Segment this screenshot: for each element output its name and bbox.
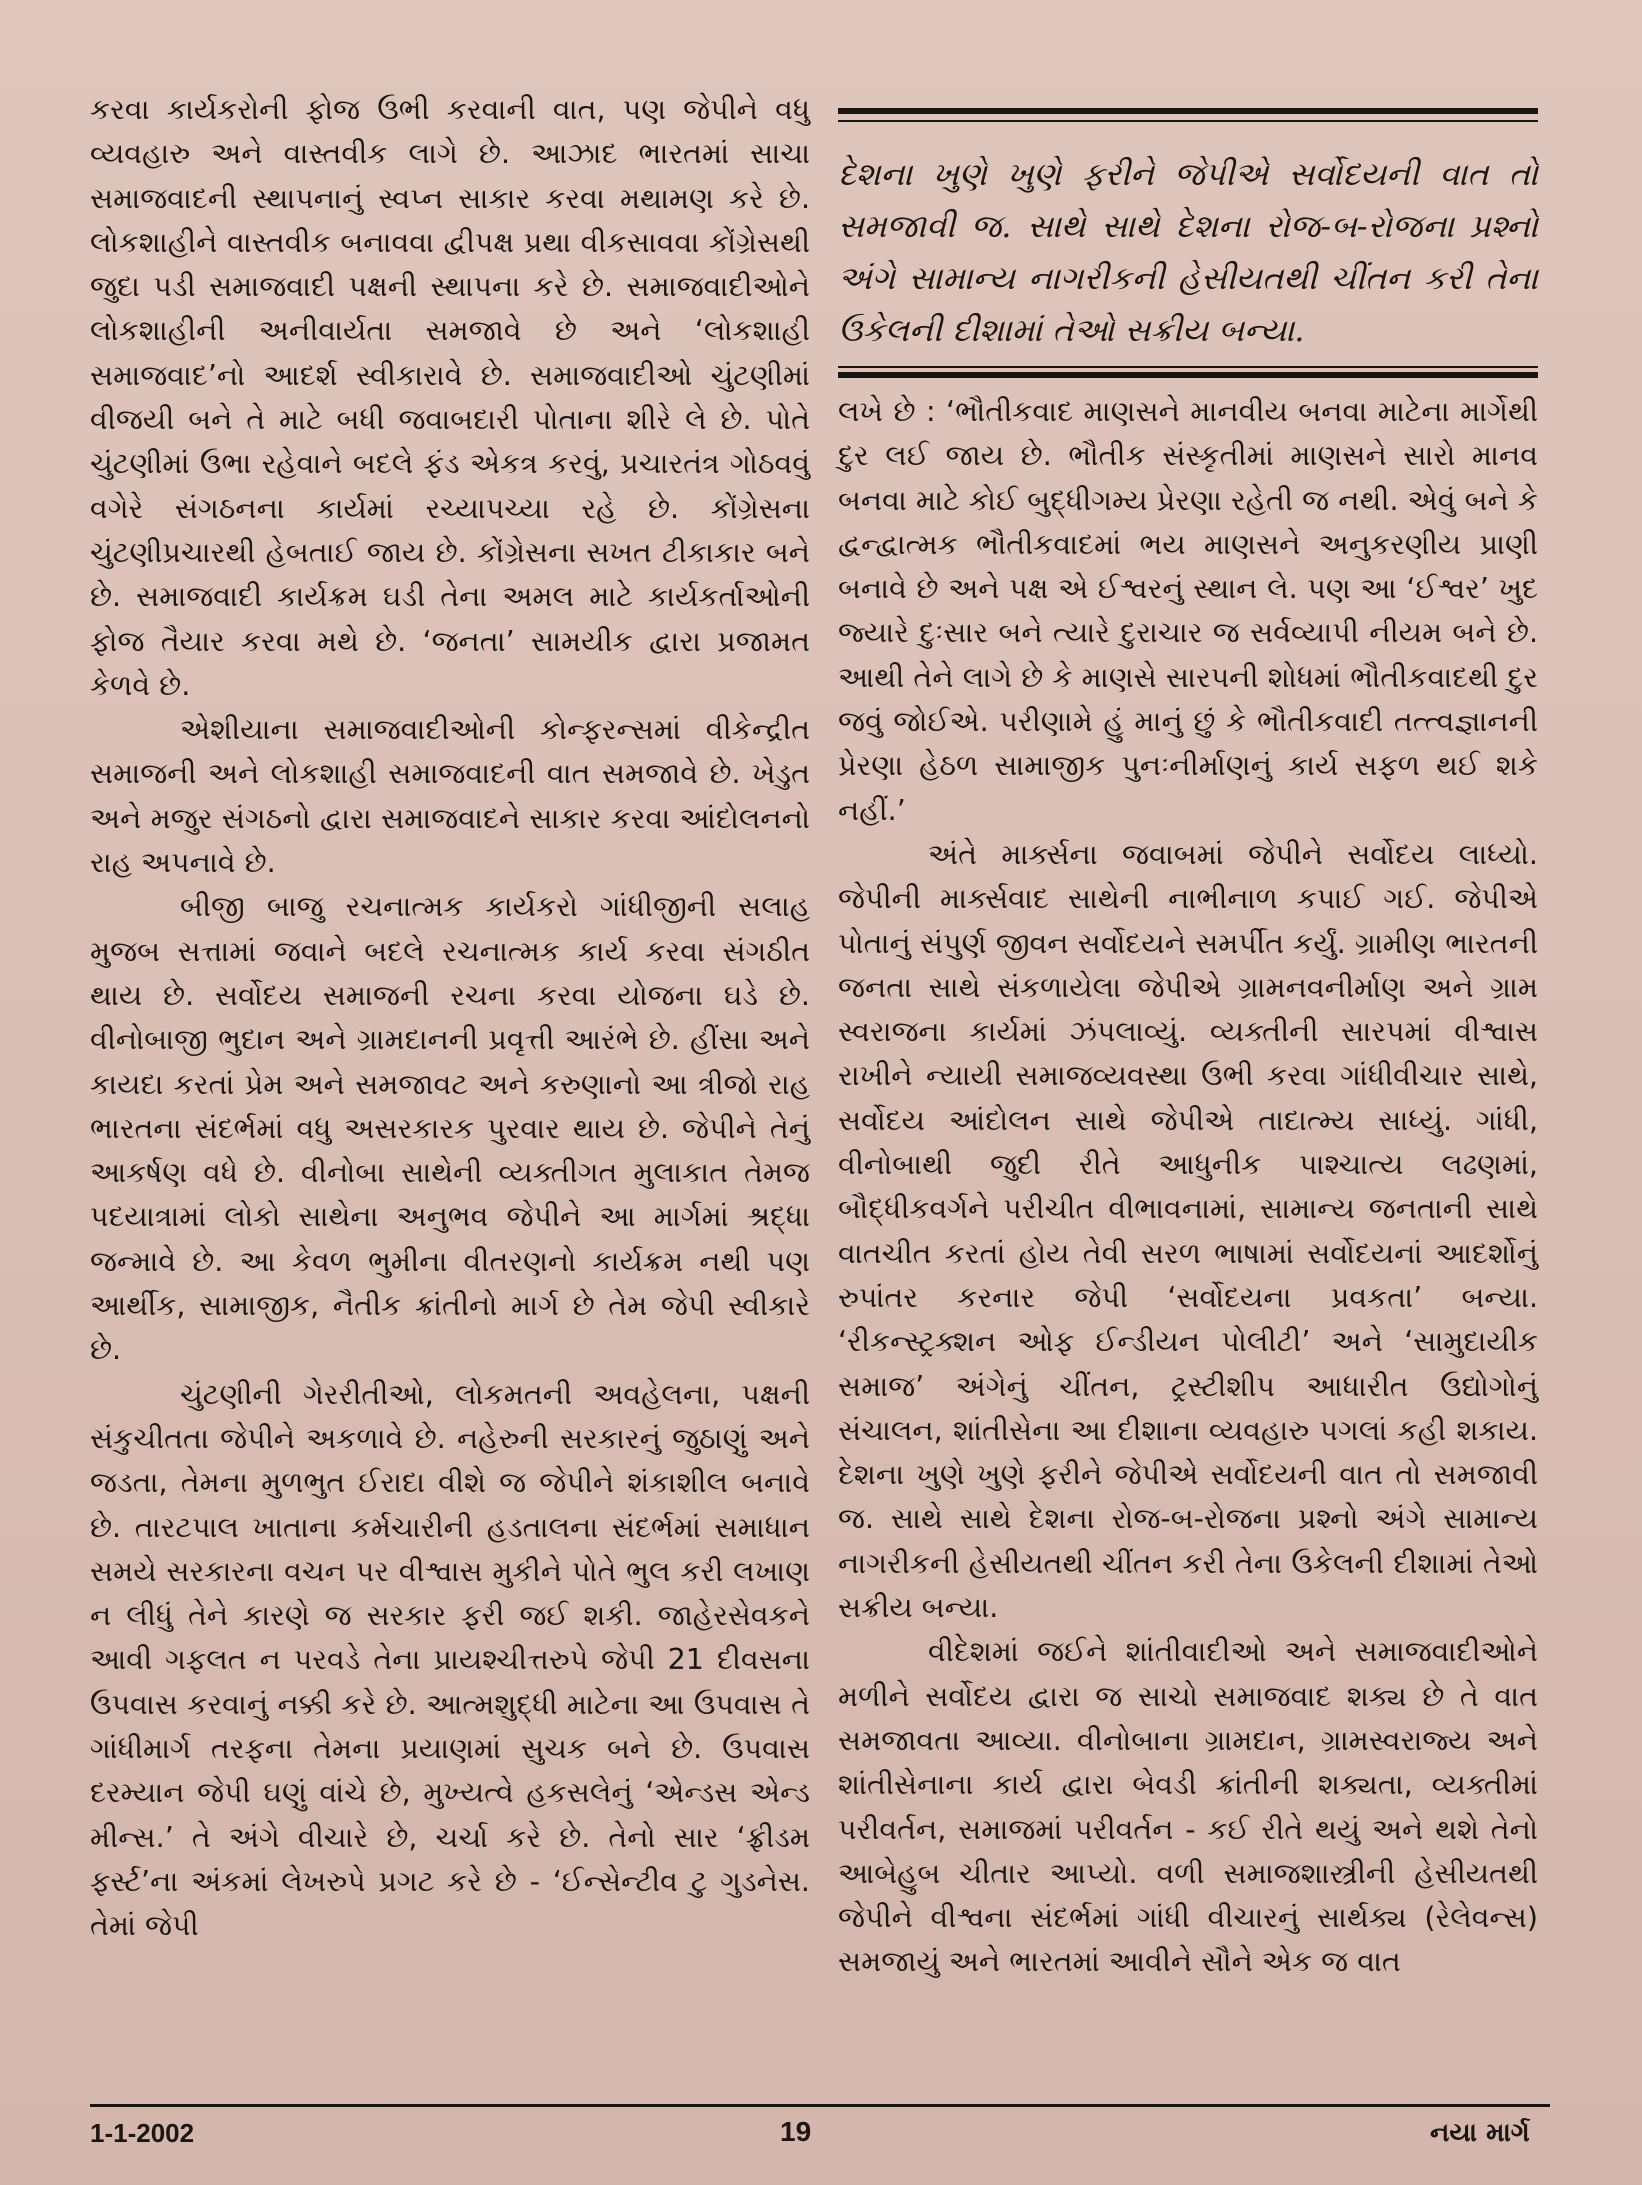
paragraph: બીજી બાજુ રચનાત્મક કાર્યકરો ગાંધીજીની સલાહ મુજબ સત્તામાં જવાને બદલે રચનાત્મક કાર્ય કરવા સંગઠીત થાય છે. સર્વોદય સમાજની રચના કરવા યોજના ઘડે છે. વીનોબાજી ભુદાન અને ગ્રામદાનની પ્રવૃત્તી આરંભે છે. હીંસા અને કાયદા કરતાં પ્રેમ અને સમજાવટ અને કરુણાનો આ ત્રીજો રાહ ભારતના સંદર્ભમાં વધુ અસરકારક પુરવાર થાય છે. જેપીને તેનું આકર્ષણ વધે છે. વીનોબા સાથેની વ્યક્તીગત મુલાકાત તેમજ પદયાત્રામાં લોકો સાથેના અનુભવ જેપીને આ માર્ગમાં શ્રદ્ધા જન્માવે છે. આ કેવળ ભુમીના વીતરણનો કાર્યક્રમ નથી પણ આર્થીક, સામાજીક, નૈતીક ક્રાંતીનો માર્ગ છે તેમ જેપી સ્વીકારે છે. [90,890,810,1367]
footer-divider [90,2104,1550,2107]
left-column [90,88,810,1948]
paragraph: એશીયાના સમાજવાદીઓની કોન્ફરન્સમાં વીકેન્દ્રીત સમાજની અને લોકશાહી સમાજવાદની વાત સમજાવે છે. ખેડુત અને મજુર સંગઠનો દ્વારા સમાજવાદને સાકાર કરવા આંદોલનનો રાહ અપનાવે છે. [90,713,810,880]
paragraph: કરવા કાર્યકરોની ફોજ ઉભી કરવાની વાત, પણ જેપીને વધુ વ્યવહારુ અને વાસ્તવીક લાગે છે. આઝાદ ભારતમાં સાચા સમાજવાદની સ્થાપનાનું સ્વપ્ન સાકાર કરવા મથામણ કરે છે. લોકશાહીને વાસ્તવીક બનાવવા દ્વીપક્ષ પ્રથા વીકસાવવા કોંગ્રેસથી જુદા પડી સમાજવાદી પક્ષની સ્થાપના કરે છે. સમાજવાદીઓને લોકશાહીની અનીવાર્યતા સમજાવે છે અને ‘લોકશાહી સમાજવાદ’નો આદર્શ સ્વીકારાવે છે. સમાજવાદીઓ ચુંટણીમાં વીજયી બને તે માટે બધી જવાબદારી પોતાના શીરે લે છે. પોતે ચુંટણીમાં ઉભા રહેવાને બદલે ફંડ એકત્ર કરવું, પ્રચારતંત્ર ગોઠવવું વગેરે સંગઠનના કાર્યમાં રચ્યાપચ્યા રહે છે. કોંગ્રેસના ચુંટણીપ્રચારથી હેબતાઈ જાય છે. કોંગ્રેસના સખત ટીકાકાર બને છે. સમાજવાદી કાર્યક્રમ ઘડી તેના અમલ માટે કાર્યકર્તાઓની ફોજ તૈયાર કરવા મથે છે. ‘જનતા’ સામયીક દ્વારા પ્રજામત કેળવે છે. [90,93,810,702]
pull-quote-box [838,108,1538,380]
divider [838,120,1538,122]
pull-quote: દેશના ખુણે ખુણે ફરીને જેપીએ સર્વોદયની વાત તો સમજાવી જ. સાથે સાથે દેશના રોજ-બ-રોજના પ્રશ્નો અંગે સામાન્ય નાગરીકની હેસીયતથી ચીંતન કરી તેના ઉકેલની દીશામાં તેઓ સક્રીય બન્યા. [838,155,1538,349]
paragraph: લખે છે : ‘ભૌતીકવાદ માણસને માનવીય બનવા માટેના માર્ગેથી દુર લઈ જાય છે. ભૌતીક સંસ્કૃતીમાં માણસને સારો માનવ બનવા માટે કોઈ બુદ્ધીગમ્ય પ્રેરણા રહેતી જ નથી. એવું બને કે દ્વન્દ્વાત્મક ભૌતીકવાદમાં ભય માણસને અનુકરણીય પ્રાણી બનાવે છે અને પક્ષ એ ઈશ્વરનું સ્થાન લે. પણ આ ‘ઈશ્વર’ ખુદ જ્યારે દુઃસાર બને ત્યારે દુરાચાર જ સર્વવ્યાપી નીયમ બને છે. આથી તેને લાગે છે કે માણસે સારપની શોધમાં ભૌતીકવાદથી દુર જવું જોઈએ. પરીણામે હું માનું છું કે ભૌતીકવાદી તત્ત્વજ્ઞાનની પ્રેરણા હેઠળ સામાજીક પુનઃનીર્માણનું કાર્ય સફળ થઈ શકે નહીં.’ [838,395,1539,827]
issue-date: 1-1-2002 [90,2118,195,2148]
right-column [838,390,1538,1985]
divider [838,108,1538,114]
paragraph: ચુંટણીની ગેરરીતીઓ, લોકમતની અવહેલના, પક્ષની સંકુચીતતા જેપીને અકળાવે છે. નહેરુની સરકારનું જુઠાણું અને જડતા, તેમના મુળભુત ઈરાદા વીશે જ જેપીને શંકાશીલ બનાવે છે. તારટપાલ ખાતાના કર્મચારીની હડતાલના સંદર્ભમાં સમાધાન સમયે સરકારના વચન પર વીશ્વાસ મુકીને પોતે ભુલ કરી લખાણ ન લીધું તેને કારણે જ સરકાર ફરી જઈ શકી. જાહેરસેવકને આવી ગફલત ન પરવડે તેના પ્રાયશ્ચીત્તરુપે જેપી 21 દીવસના ઉપવાસ કરવાનું નક્કી કરે છે. આત્મશુદ્ધી માટેના આ ઉપવાસ તે ગાંધીમાર્ગ તરફના તેમના પ્રયાણમાં સુચક બને છે. ઉપવાસ દરમ્યાન જેપી ઘણું વાંચે છે, મુખ્યત્વે હકસલેનું ‘એન્ડસ એન્ડ મીન્સ.’ તે અંગે વીચારે છે, ચર્ચા કરે છે. તેનો સાર ‘ફ્રીડમ ફર્સ્ટ’ના અંકમાં લેખરુપે પ્રગટ કરે છે - ‘ઈન્સેન્ટીવ ટુ ગુડનેસ. તેમાં જેપી [90,1377,811,1943]
divider [838,366,1538,368]
page-number: 19 [780,2116,812,2147]
divider [838,372,1538,378]
paragraph: વીદેશમાં જઈને શાંતીવાદીઓ અને સમાજવાદીઓને મળીને સર્વોદય દ્વારા જ સાચો સમાજવાદ શક્ય છે તે વાત સમજાવતા આવ્યા. વીનોબાના ગ્રામદાન, ગ્રામસ્વરાજ્ય અને શાંતીસેનાના કાર્ય દ્વારા બેવડી ક્રાંતીની શક્યતા, વ્યક્તીમાં પરીવર્તન, સમાજમાં પરીવર્તન - કઈ રીતે થયું અને થશે તેનો આબેહુબ ચીતાર આપ્યો. વળી સમાજશાસ્ત્રીની હેસીયતથી જેપીને વીશ્વના સંદર્ભમાં ગાંધી વીચારનું સાર્થક્ય (રેલેવન્સ) સમજાયું અને ભારતમાં આવીને સૌને એક જ વાત [838,1635,1538,1979]
paragraph: અંતે માર્ક્સના જવાબમાં જેપીને સર્વોદય લાધ્યો. જેપીની માર્ક્સવાદ સાથેની નાભીનાળ કપાઈ ગઈ. જેપીએ પોતાનું સંપુર્ણ જીવન સર્વોદયને સમર્પીત કર્યું. ગ્રામીણ ભારતની જનતા સાથે સંકળાયેલા જેપીએ ગ્રામનવનીર્માણ અને ગ્રામ સ્વરાજના કાર્યમાં ઝંપલાવ્યું. વ્યક્તીની સારપમાં વીશ્વાસ રાખીને ન્યાયી સમાજવ્યવસ્થા ઉભી કરવા ગાંધીવીચાર સાથે, સર્વોદય આંદોલન સાથે જેપીએ તાદાત્મ્ય સાધ્યું. ગાંધી, વીનોબાથી જુદી રીતે આધુનીક પાશ્ચાત્ય લઢણમાં, બૌદ્ધીકવર્ગને પરીચીત વીભાવનામાં, સામાન્ય જનતાની સાથે વાતચીત કરતાં હોય તેવી સરળ ભાષામાં સર્વોદયનાં આદર્શોનું રુપાંતર કરનાર જેપી ‘સર્વોદયના પ્રવકતા’ બન્યા. ‘રીકન્સ્ટ્રક્શન ઓફ ઈન્ડીયન પોલીટી’ અને ‘સામુદાયીક સમાજ’ અંગેનું ચીંતન, ટ્રસ્ટીશીપ આધારીત ઉદ્યોગોનું સંચાલન, શાંતીસેના આ દીશાના વ્યવહારુ પગલાં કહી શકાય. દેશના ખુણે ખુણે ફરીને જેપીએ સર્વોદયની વાત તો સમજાવી જ. સાથે સાથે દેશના રોજ-બ-રોજના પ્રશ્નો અંગે સામાન્ય નાગરીકની હેસીયતથી ચીંતન કરી તેના ઉકેલની દીશામાં તેઓ સક્રીય બન્યા. [838,837,1538,1625]
magazine-name: નયા માર્ગ [1430,2118,1530,2148]
